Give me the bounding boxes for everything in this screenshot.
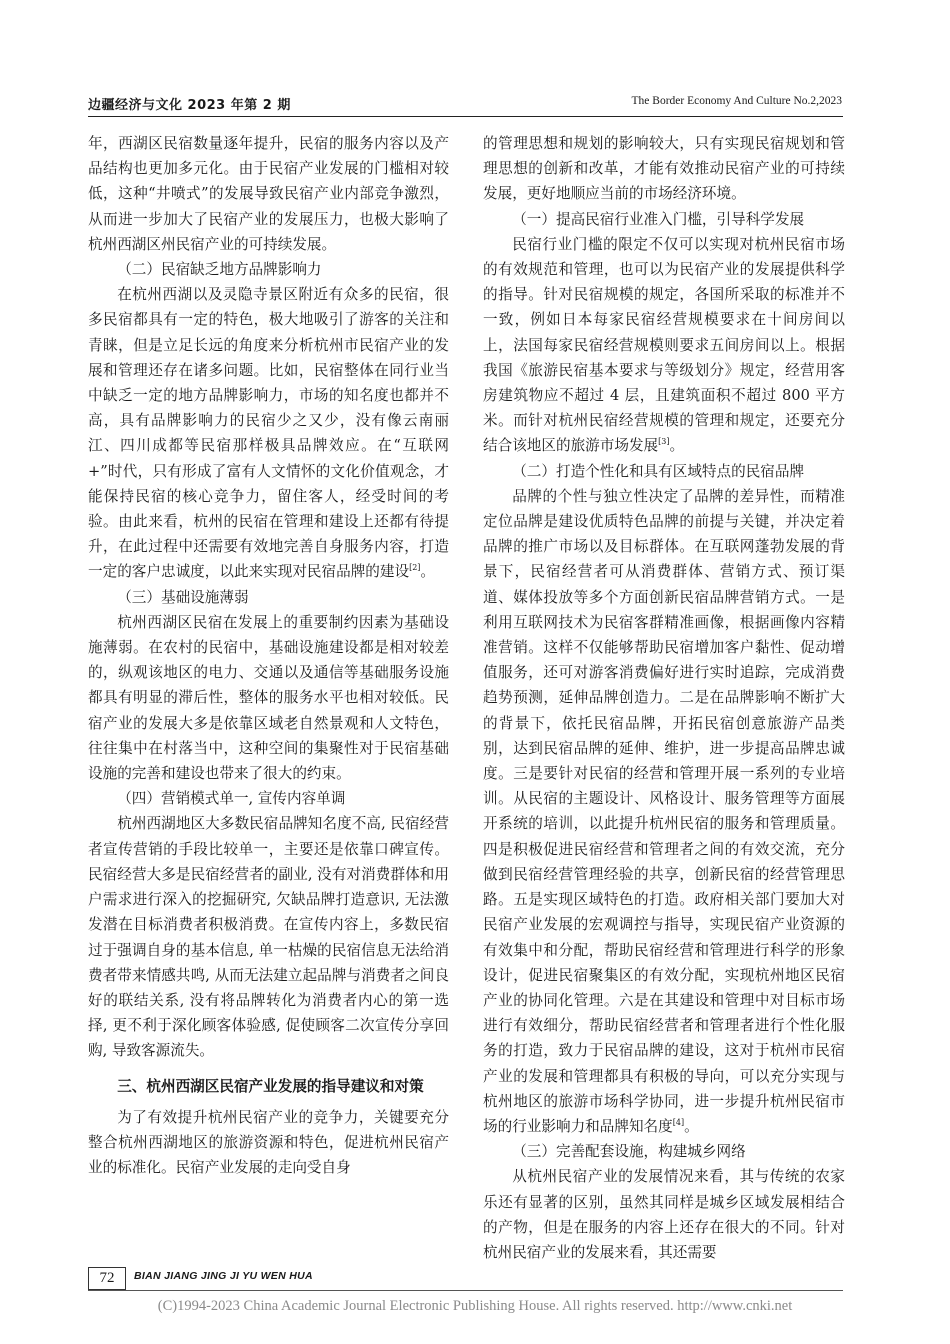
citation-marker: [2] (409, 563, 421, 573)
paragraph: 从杭州民宿产业的发展情况来看，其与传统的农家乐还有显著的区别，虽然其同样是城乡区域发展相结合的产物，但是在服务的内容上还存在很大的不同。针对杭州民宿产业的发展来看，其还需要 (483, 1168, 845, 1261)
subsection-title: （三）完善配套设施，构建城乡网络 (512, 1143, 746, 1161)
journal-title-cn: 边疆经济与文化 2023 年第 2 期 (88, 98, 291, 113)
subsection-title: （三）基础设施薄弱 (117, 588, 249, 606)
footer-divider (88, 1290, 843, 1291)
right-column (483, 131, 845, 1265)
paragraph: 民宿行业门槛的限定不仅可以实现对杭州民宿市场的有效规范和管理，也可以为民宿产业的发展提供科学的指导。针对民宿规模的规定，各国所采取的标准并不一致，例如日本每家民宿经营规模要求在十间房间以上，法国每家民宿经营规模则要求五间房间以上。根据我国《旅游民宿基本要求与等级划分》规定，经营用客房建筑物应不超过 4 层，且建筑面积不超过 800 平方米。而针对杭州民宿经营规模的管理和规定，还要充分结合该地区的旅游市场发展[3]。 (483, 235, 845, 455)
page-number: 72 (88, 1267, 126, 1290)
header-divider (88, 116, 843, 117)
left-column (88, 131, 449, 1180)
paragraph: 杭州西湖区民宿在发展上的重要制约因素为基础设施薄弱。在农村的民宿中，基础设施建设都是相对较差的，纵观该地区的电力、交通以及通信等基础服务设施都具有明显的滞后性，整体的服务水平也相对较低。民宿产业的发展大多是依靠区域老自然景观和人文特色，往往集中在村落当中，这种空间的集聚性对于民宿基础设施的完善和建设也带来了很大的约束。 (88, 613, 449, 783)
subsection-title: （二）打造个性化和具有区域特点的民宿品牌 (512, 462, 805, 480)
copyright-notice: (C)1994-2023 China Academic Journal Electronic Publishing House. All rights reserved. http://www.cnki.net (157, 1298, 793, 1314)
section-heading: 三、杭州西湖区民宿产业发展的指导建议和对策 (117, 1077, 424, 1095)
subsection-title: （四）营销模式单一, 宣传内容单调 (117, 790, 346, 808)
citation-marker: [4] (672, 1118, 685, 1128)
subsection-title: （一）提高民宿行业准入门槛，引导科学发展 (512, 210, 805, 228)
paragraph: 在杭州西湖以及灵隐寺景区附近有众多的民宿，很多民宿都具有一定的特色，极大地吸引了游客的关注和青睐，但是立足长远的角度来分析杭州市民宿产业的发展和管理还存在诸多问题。比如，民宿整体在同行业当中缺乏一定的地方品牌影响力，市场的知名度也都并不高，具有品牌影响力的民宿少之又少，没有像云南丽江、四川成都等民宿那样极具品牌效应。在“互联网+”时代，只有形成了富有人文情怀的文化价值观念，才能保持民宿的核心竞争力，留住客人，经受时间的考验。由此来看，杭州的民宿在管理和建设上还都有待提升，在此过程中还需要有效地完善自身服务内容，打造一定的客户忠诚度，以此来实现对民宿品牌的建设[2]。 (88, 286, 449, 581)
paragraph: 为了有效提升杭州民宿产业的竞争力，关键要充分整合杭州西湖地区的旅游资源和特色，促进杭州民宿产业的标准化。民宿产业发展的走向受自身 (88, 1108, 449, 1177)
subsection-title: （二）民宿缺乏地方品牌影响力 (117, 261, 322, 279)
citation-marker: [3] (658, 437, 670, 447)
paragraph: 的管理思想和规划的影响较大，只有实现民宿规划和管理思想的创新和改革，才能有效推动民宿产业的可持续发展，更好地顺应当前的市场经济环境。 (483, 135, 845, 203)
paragraph: 年，西湖区民宿数量逐年提升，民宿的服务内容以及产品结构也更加多元化。由于民宿产业发展的门槛相对较低，这种“井喷式”的发展导致民宿产业内部竞争激烈，从而进一步加大了民宿产业的发展压力，也极大影响了杭州西湖区州民宿产业的可持续发展。 (88, 135, 449, 253)
paragraph: 杭州西湖地区大多数民宿品牌知名度不高, 民宿经营者宣传营销的手段比较单一，主要还是依靠口碑宣传。民宿经营大多是民宿经营者的副业, 没有对消费群体和用户需求进行深入的挖掘研究, 欠缺品牌打造意识, 无法激发潜在目标消费者积极消费。在宣传内容上，多数民宿过于强调自身的基本信息, 单一枯燥的民宿信息无法给消费者带来情感共鸣, 从而无法建立起品牌与消费者之间良好的联结关系, 没有将品牌转化为消费者内心的第一选择, 更不利于深化顾客体验感, 促使顾客二次宣传分享回购, 导致客源流失。 (88, 815, 449, 1060)
journal-pinyin: BIAN JIANG JING JI YU WEN HUA (134, 1270, 313, 1282)
journal-title-en: The Border Economy And Culture No.2,2023 (631, 95, 842, 107)
paragraph: 品牌的个性与独立性决定了品牌的差异性，而精准定位品牌是建设优质特色品牌的前提与关键，并决定着品牌的推广市场以及目标群体。在互联网蓬勃发展的背景下，民宿经营者可从消费群体、营销方式、预订渠道、媒体投放等多个方面创新民宿品牌营销方式。一是利用互联网技术为民宿客群精准画像，根据画像内容精准营销。这样不仅能够帮助民宿增加客户黏性、促动增值服务，还可对游客消费偏好进行实时追踪，完成消费趋势预测，延伸品牌创造力。二是在品牌影响不断扩大的背景下，依托民宿品牌，开拓民宿创意旅游产品类别，达到民宿品牌的延伸、维护，进一步提高品牌忠诚度。三是要针对民宿的经营和管理开展一系列的专业培训。从民宿的主题设计、风格设计、服务管理等方面展开系统的培训，以此提升杭州民宿的服务和管理质量。四是积极促进民宿经营和管理者之间的有效交流，充分做到民宿经营管理经验的共享，创新民宿的经营管理思路。五是实现区域特色的打造。政府相关部门要加大对民宿产业发展的宏观调控与指导，实现民宿产业资源的有效集中和分配，帮助民宿经营和管理进行科学的形象设计，促进民宿聚集区的有效分配，实现杭州地区民宿产业的协同化管理。六是在其建设和管理中对目标市场进行有效细分，帮助民宿经营者和管理者进行个性化服务的打造，致力于民宿品牌的建设，这对于杭州市民宿产业的发展和管理都具有积极的导向，可以充分实现与杭州地区的旅游市场科学协同，进一步提升杭州民宿市场的行业影响力和品牌知名度[4]。 (483, 487, 845, 1135)
